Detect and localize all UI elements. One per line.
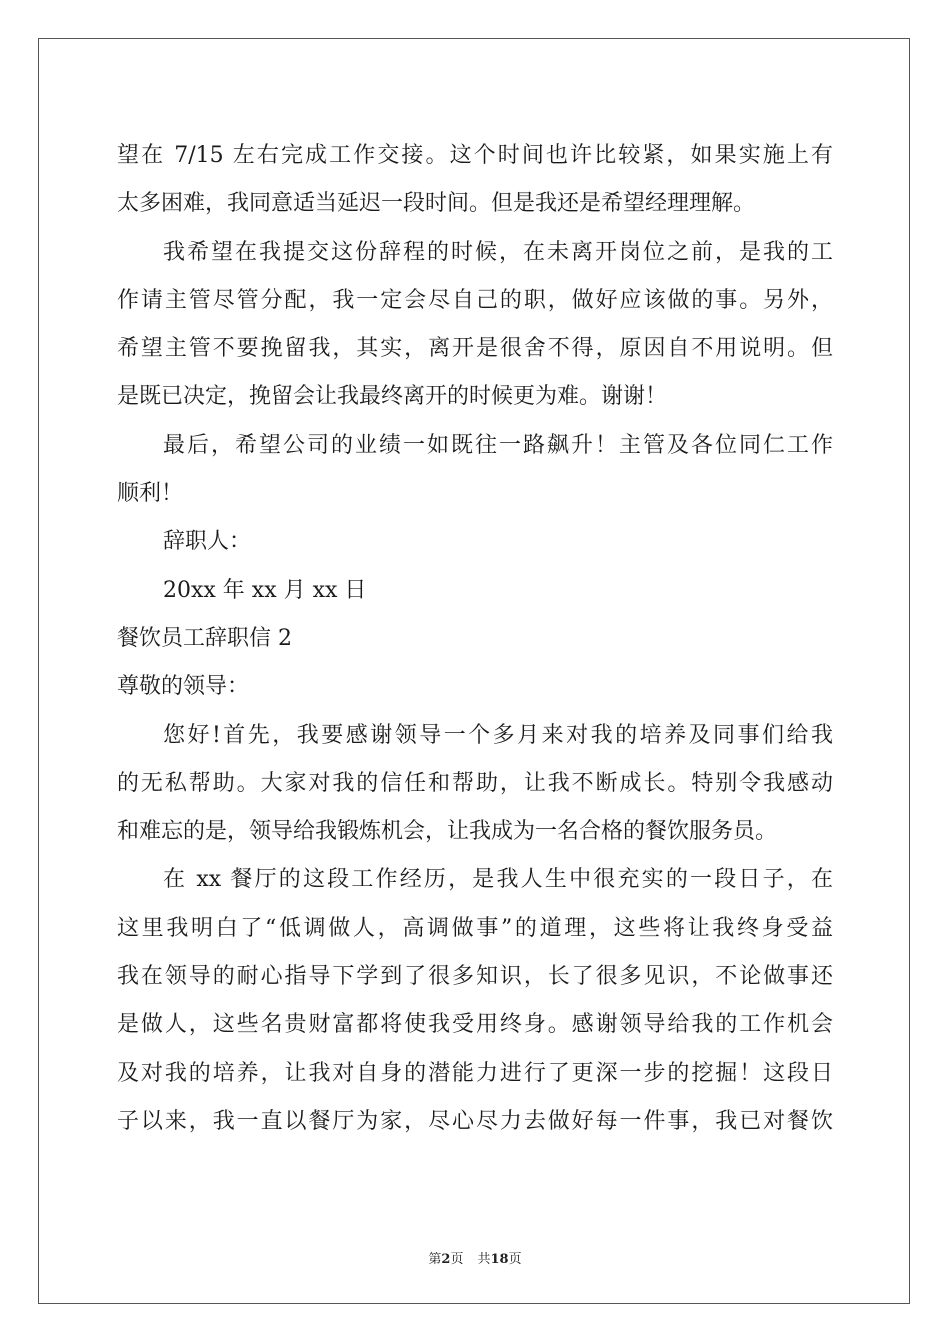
text-line: 我在领导的耐心指导下学到了很多知识，长了很多见识，不论做事还 (117, 964, 833, 990)
paragraph-start-line: 我希望在我提交这份辞程的时候，在未离开岗位之前，是我的工 (163, 239, 833, 265)
signature-label: 辞职人： (163, 529, 252, 555)
text-line: 太多困难，我同意适当延迟一段时间。但是我还是希望经理理解。 (117, 191, 756, 217)
text-line: 是做人，这些名贵财富都将使我受用终身。感谢领导给我的工作机会 (117, 1012, 833, 1038)
page-number: 2 (441, 1252, 451, 1267)
page-suffix: 页 (450, 1252, 464, 1267)
text-line: 子以来，我一直以餐厅为家，尽心尽力去做好每一件事，我已对餐饮 (117, 1108, 833, 1134)
page-prefix: 第 (428, 1252, 442, 1267)
document-body (117, 132, 833, 1146)
text-line: 作请主管尽管分配，我一定会尽自己的职，做好应该做的事。另外， (117, 287, 833, 313)
text-line: 这里我明白了“低调做人，高调做事”的道理，这些将让我终身受益 (117, 915, 833, 941)
total-pages: 18 (490, 1252, 509, 1267)
text-line: 是既已决定，挽留会让我最终离开的时候更为难。谢谢！ (117, 384, 668, 410)
total-prefix: 共 (477, 1252, 491, 1267)
page-footer (0, 1248, 950, 1267)
paragraph-start-line: 在 xx 餐厅的这段工作经历，是我人生中很充实的一段日子，在 (163, 867, 833, 893)
salutation: 尊敬的领导： (117, 674, 250, 700)
total-suffix: 页 (508, 1252, 522, 1267)
signature-date: 20xx 年 xx 月 xx 日 (163, 577, 367, 603)
text-line: 顺利！ (117, 481, 184, 507)
text-line: 希望主管不要挽留我，其实，离开是很舍不得，原因自不用说明。但 (117, 336, 833, 362)
text-line: 望在 7/15 左右完成工作交接。这个时间也许比较紧，如果实施上有 (117, 143, 833, 168)
text-line: 及对我的培养，让我对自身的潜能力进行了更深一步的挖掘！这段日 (117, 1060, 833, 1086)
paragraph-start-line: 最后，希望公司的业绩一如既往一路飙升！主管及各位同仁工作 (163, 432, 833, 458)
section-title: 餐饮员工辞职信 2 (117, 625, 292, 651)
text-line: 和难忘的是，领导给我锻炼机会，让我成为一名合格的餐饮服务员。 (117, 819, 778, 845)
text-line: 的无私帮助。大家对我的信任和帮助，让我不断成长。特别令我感动 (117, 770, 833, 796)
paragraph-start-line: 您好!首先，我要感谢领导一个多月来对我的培养及同事们给我 (163, 722, 833, 748)
